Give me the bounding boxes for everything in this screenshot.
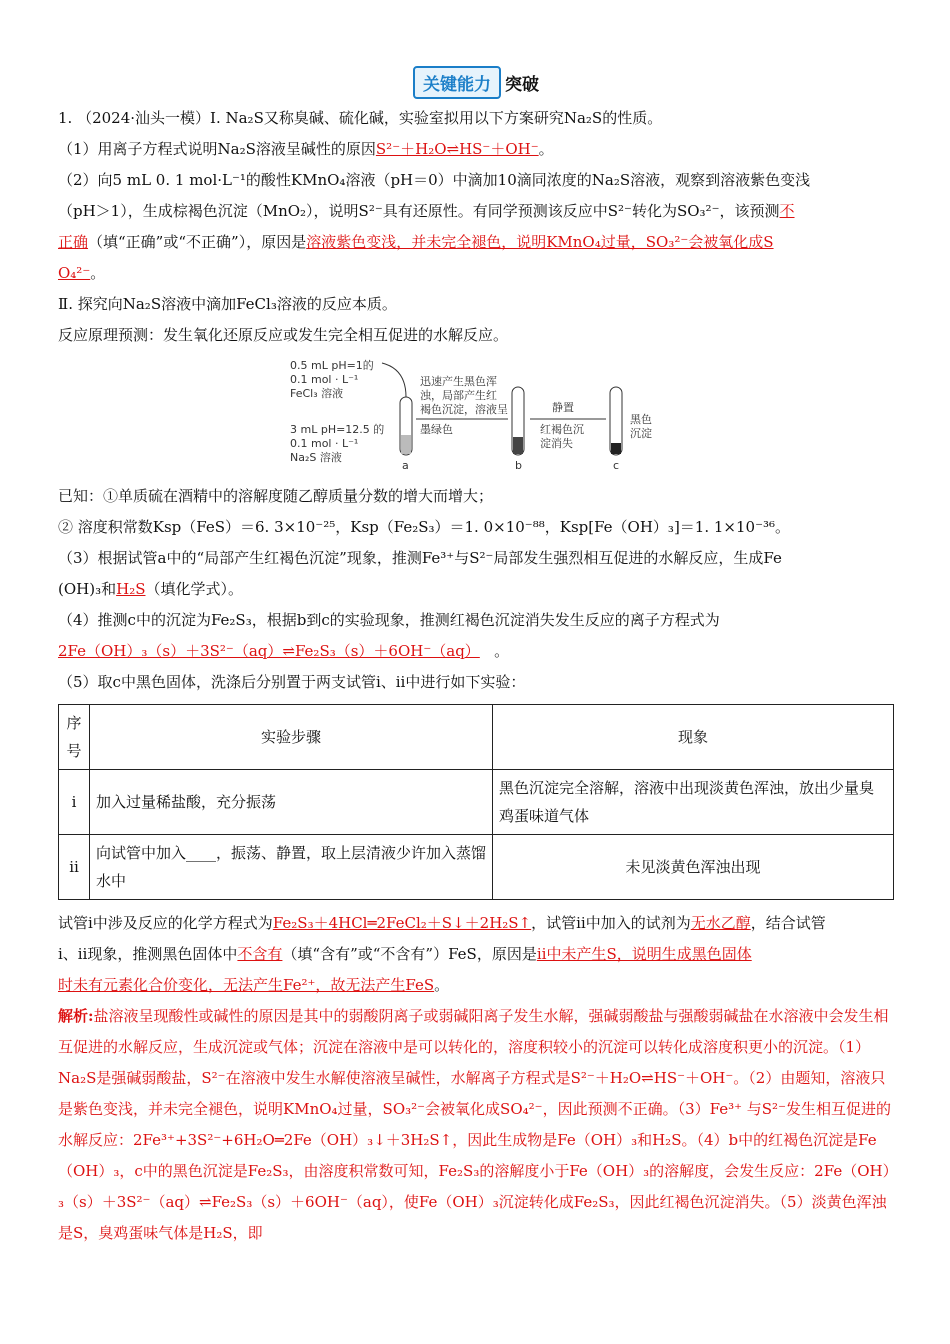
conclusion-text-d: ⅰ、ⅱ现象，推测黑色固体中 bbox=[58, 945, 238, 963]
svg-text:0.1 mol · L⁻¹: 0.1 mol · L⁻¹ bbox=[290, 437, 359, 450]
table-cell-phenomenon: 未见淡黄色浑浊出现 bbox=[493, 835, 894, 900]
table-cell-steps: 加入过量稀盐酸，充分振荡 bbox=[90, 770, 493, 835]
tube-label-c: c bbox=[613, 459, 620, 472]
question-intro: 1. （2024·汕头一模）Ⅰ. Na₂S又称臭碱、硫化碱，实验室拟用以下方案研究Na₂S的性质。 bbox=[58, 109, 663, 127]
svg-text:沉淀: 沉淀 bbox=[630, 427, 652, 440]
svg-text:FeCl₃ 溶液: FeCl₃ 溶液 bbox=[290, 387, 344, 400]
part-3-line-a: （3）根据试管a中的“局部产生红褐色沉淀”现象，推测Fe³⁺与S²⁻局部发生强烈相互促进的水解反应，生成Fe bbox=[58, 549, 782, 567]
svg-text:0.5 mL pH=1的: 0.5 mL pH=1的 bbox=[290, 359, 374, 372]
part-1 bbox=[58, 134, 894, 165]
svg-text:墨绿色: 墨绿色 bbox=[420, 423, 453, 436]
test-tube-a bbox=[400, 397, 412, 472]
part-1-end: 。 bbox=[538, 140, 554, 158]
part-3-answer: H₂S bbox=[116, 580, 146, 598]
part-2-text-b: （pH＞1），生成棕褐色沉淀（MnO₂），说明S²⁻具有还原性。有同学预测该反应中S²⁻转化为SO₃²⁻，该预测 bbox=[58, 202, 780, 220]
analysis-text: 盐溶液呈现酸性或碱性的原因是其中的弱酸阴离子或弱碱阳离子发生水解，强碱弱酸盐与强酸弱碱盐在水溶液中会发生相互促进的水解反应，生成沉淀或气体；沉淀在溶液中是可以转化的，溶度积较小的沉淀可以转化成溶度积更小的沉淀。（1）Na₂S是强碱弱酸盐，S²⁻在溶液中发生水解使溶液呈碱性，水解离子方程式是S²⁻＋H₂O⇌HS⁻＋OH⁻。（2）由题知，溶液只是紫色变浅，并未完全褪色，说明KMnO₄过量，SO₃²⁻会被氧化成SO₄²⁻，因此预测不正确。（3）Fe³⁺ 与S²⁻发生相互促进的水解反应：2Fe³⁺+3S²⁻+6H₂O═2Fe（OH）₃↓＋3H₂S↑，因此生成物是Fe（OH）₃和H₂S。（4）b中的红褐色沉淀是Fe（OH）₃，c中的黑色沉淀是Fe₂S₃，由溶度积常数可知，Fe₂S₃的溶解度小于Fe（OH）₃的溶解度，会发生反应：2Fe（OH）₃（s）＋3S²⁻（aq）⇌Fe₂S₃（s）＋6OH⁻（aq），使Fe（OH）₃沉淀转化成Fe₂S₃，因此红褐色沉淀消失。（5）淡黄色浑浊是S，臭鸡蛋味气体是H₂S，即 bbox=[58, 1007, 891, 1242]
table-cell-phenomenon: 黑色沉淀完全溶解，溶液中出现淡黄色浑浊，放出少量臭鸡蛋味道气体 bbox=[493, 770, 894, 835]
part-2-answer-1b: 正确 bbox=[58, 233, 89, 251]
part-3-text-b: (OH)₃和 bbox=[58, 580, 117, 598]
table-row bbox=[59, 835, 894, 900]
tube-label-b: b bbox=[515, 459, 522, 472]
test-tube-b bbox=[512, 387, 524, 472]
svg-text:0.1 mol · L⁻¹: 0.1 mol · L⁻¹ bbox=[290, 373, 359, 386]
svg-text:红褐色沉: 红褐色沉 bbox=[540, 423, 584, 436]
part-2-line-d bbox=[58, 258, 894, 289]
part-2-end: 。 bbox=[90, 264, 106, 282]
part-1-answer: S²⁻＋H₂O⇌HS⁻＋OH⁻ bbox=[375, 140, 539, 158]
table-row bbox=[59, 770, 894, 835]
section-header bbox=[58, 66, 894, 99]
part-2-line-b bbox=[58, 196, 894, 227]
svg-text:淀消失: 淀消失 bbox=[540, 437, 573, 450]
svg-text:迅速产生黑色浑: 迅速产生黑色浑 bbox=[420, 375, 497, 388]
conclusion-end: 。 bbox=[434, 976, 450, 994]
conclusion-text-a: 试管ⅰ中涉及反应的化学方程式为 bbox=[58, 914, 273, 932]
table-header-row bbox=[59, 705, 894, 770]
known-1: 已知：①单质硫在酒精中的溶解度随乙醇质量分数的增大而增大； bbox=[58, 487, 494, 505]
conclusion-text-e: （填“含有”或“不含有”）FeS，原因是 bbox=[282, 945, 537, 963]
conclusion-answer-1: Fe₂S₃＋4HCl═2FeCl₂＋S↓＋2H₂S↑ bbox=[272, 914, 532, 932]
table-cell-index: ⅰ bbox=[59, 770, 90, 835]
section-title: 突破 bbox=[505, 75, 539, 95]
observation-c bbox=[630, 413, 652, 440]
table-header-index: 序号 bbox=[59, 705, 90, 770]
part-2-answer-1: 不 bbox=[779, 202, 795, 220]
analysis bbox=[58, 1001, 894, 1249]
experiment-table bbox=[58, 704, 894, 900]
known-2: ② 溶度积常数Ksp（FeS）＝6. 3×10⁻²⁵，Ksp（Fe₂S₃）＝1. 0×10⁻⁸⁸，Ksp[Fe（OH）₃]＝1. 1×10⁻³⁶。 bbox=[58, 518, 791, 536]
conclusion-line-a bbox=[58, 908, 894, 939]
part-ii-heading: Ⅱ. 探究向Na₂S溶液中滴加FeCl₃溶液的反应本质。 bbox=[58, 295, 397, 313]
table-header-steps: 实验步骤 bbox=[90, 705, 493, 770]
part-2-answer-2b: O₄²⁻ bbox=[58, 264, 91, 282]
tube-label-a: a bbox=[402, 459, 409, 472]
part-2-line-c bbox=[58, 227, 894, 258]
part-1-text: （1）用离子方程式说明Na₂S溶液呈碱性的原因 bbox=[58, 140, 376, 158]
reagent-na2s-label bbox=[290, 423, 384, 464]
conclusion-text-c: ，结合试管 bbox=[750, 914, 826, 932]
part-5: （5）取c中黑色固体，洗涤后分别置于两支试管ⅰ、ⅱ中进行如下实验： bbox=[58, 673, 526, 691]
observation-b bbox=[540, 423, 584, 450]
conclusion-answer-4b: 时未有元素化合价变化，无法产生Fe²⁺，故无法产生FeS bbox=[58, 976, 435, 994]
observation-b-top: 静置 bbox=[552, 401, 574, 414]
analysis-label: 解析: bbox=[58, 1007, 94, 1025]
table-header-phenomenon: 现象 bbox=[493, 705, 894, 770]
svg-text:黑色: 黑色 bbox=[630, 413, 652, 426]
part-4-line-b bbox=[58, 636, 894, 667]
svg-text:褐色沉淀，溶液呈: 褐色沉淀，溶液呈 bbox=[420, 403, 508, 416]
observation-a bbox=[420, 374, 508, 436]
table-cell-index: ⅱ bbox=[59, 835, 90, 900]
svg-text:3 mL pH=12.5 的: 3 mL pH=12.5 的 bbox=[290, 423, 385, 436]
svg-text:浊，局部产生红: 浊，局部产生红 bbox=[420, 389, 497, 402]
part-2-line-a: （2）向5 mL 0. 1 mol·L⁻¹的酸性KMnO₄溶液（pH＝0）中滴加10滴同浓度的Na₂S溶液，观察到溶液紫色变浅 bbox=[58, 171, 811, 189]
conclusion-text-b: ，试管ⅱ中加入的试剂为 bbox=[531, 914, 691, 932]
experiment-diagram bbox=[286, 357, 676, 475]
conclusion-answer-2: 无水乙醇 bbox=[690, 914, 751, 932]
part-4-end: 。 bbox=[494, 642, 510, 660]
conclusion-answer-3: 不含有 bbox=[237, 945, 283, 963]
part-2-text-c: （填“正确”或“不正确”），原因是 bbox=[88, 233, 307, 251]
document-page bbox=[58, 66, 894, 1249]
svg-text:Na₂S 溶液: Na₂S 溶液 bbox=[290, 451, 342, 464]
table-cell-steps: 向试管中加入____，振荡、静置，取上层清液少许加入蒸馏水中 bbox=[90, 835, 493, 900]
conclusion-answer-4: ⅱ中未产生S，说明生成黑色固体 bbox=[536, 945, 752, 963]
prediction: 反应原理预测：发生氧化还原反应或发生完全相互促进的水解反应。 bbox=[58, 326, 509, 344]
part-3-text-c: （填化学式）。 bbox=[145, 580, 243, 598]
section-badge: 关键能力 bbox=[413, 66, 501, 99]
conclusion-line-c bbox=[58, 970, 894, 1001]
part-2-answer-2: 溶液紫色变浅，并未完全褪色，说明KMnO₄过量，SO₃²⁻会被氧化成S bbox=[306, 233, 774, 251]
arrow-fecl3 bbox=[382, 363, 406, 397]
conclusion-line-b bbox=[58, 939, 894, 970]
part-4-answer: 2Fe（OH）₃（s）＋3S²⁻（aq）⇌Fe₂S₃（s）＋6OH⁻（aq） bbox=[58, 642, 480, 660]
reagent-fecl3-label bbox=[290, 359, 374, 400]
part-3-line-b bbox=[58, 574, 894, 605]
test-tube-c bbox=[610, 387, 622, 472]
part-4-line-a: （4）推测c中的沉淀为Fe₂S₃，根据b到c的实验现象，推测红褐色沉淀消失发生反应的离子方程式为 bbox=[58, 611, 720, 629]
